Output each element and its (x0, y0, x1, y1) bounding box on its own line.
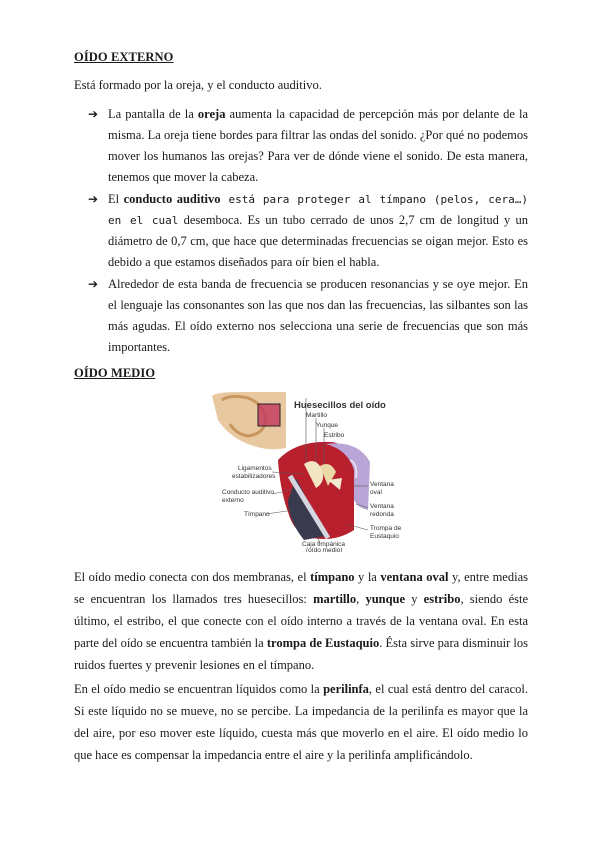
bullet-list (88, 104, 528, 359)
bold-term: perilinfa (323, 682, 369, 696)
bullet-item-oreja (88, 104, 528, 188)
label-ventana-redonda-1: Ventana (370, 503, 394, 510)
label-ventana-oval-1: Ventana (370, 481, 394, 488)
bullet-item-resonancias (88, 274, 528, 358)
paragraph-oido-medio-1 (74, 566, 528, 676)
text: y, entre medias se encuentran los llamados tres huesecillos: (74, 570, 528, 606)
arrow-right-icon: ➔ (88, 192, 99, 206)
bullet-text-mono: está para proteger al tímpano (pelos, cera…) en el cual (108, 193, 528, 227)
label-ventana-redonda-2: redonda (370, 511, 394, 518)
bold-term: trompa de Eustaquio (266, 636, 380, 650)
label-trompa-2: Eustaquio (370, 533, 399, 540)
intro-paragraph: Está formado por la oreja, y el conducto auditivo. (74, 78, 322, 92)
ear-ossicles-illustration (208, 390, 404, 552)
bold-term: estribo (423, 592, 461, 606)
label-estribo: Estribo (324, 432, 345, 439)
label-ligamentos-2: estabilizadores (232, 473, 276, 480)
bullet-text: aumenta la capacidad de percepción más por delante de la misma. La oreja tiene bordes para filtrar las ondas del sonido. ¿Por qué no podemos mover los humanos las orejas? Para ver de dónde viene el sonido. De esta manera, tenemos que mover la cabeza. (108, 107, 528, 184)
text: , siendo éste último, el estribo, el que conecte con el oído interno a través de la ventana oval. En esta parte del oído se encuentra también la (74, 592, 529, 650)
text: , (356, 592, 366, 606)
bullet-item-conducto (88, 189, 528, 273)
label-ligamentos-1: Ligamentos (238, 465, 272, 472)
bold-term: yunque (365, 592, 406, 606)
paragraph-oido-medio-2 (74, 678, 528, 766)
section-title-oido-medio: OÍDO MEDIO (74, 366, 156, 380)
bold-term: tímpano (310, 570, 355, 584)
bullet-text: La pantalla de la (108, 107, 198, 121)
text: El oído medio conecta con dos membranas, el (74, 570, 311, 584)
ear-diagram-svg (208, 390, 404, 552)
label-caja-1: Caja timpánica (302, 541, 345, 548)
label-martillo: Martillo (306, 412, 327, 419)
figure-title: Huesecillos del oído (294, 400, 386, 411)
label-conducto-1: Conducto auditivo (222, 489, 275, 496)
label-conducto-2: externo (222, 497, 244, 504)
label-ventana-oval-2: oval (370, 489, 382, 496)
label-caja-2: (oído medio) (306, 547, 343, 552)
bold-term: conducto auditivo (123, 192, 221, 206)
arrow-right-icon: ➔ (88, 277, 99, 291)
label-trompa-1: Trompa de (370, 525, 402, 532)
bold-term: oreja (197, 107, 226, 121)
bullet-text: El (108, 192, 124, 206)
label-timpano: Tímpano (244, 511, 270, 518)
bold-term: ventana oval (380, 570, 449, 584)
label-yunque: Yunque (316, 422, 339, 429)
bullet-text: desemboca. Es un tubo cerrado de unos 2,7 cm de longitud y un diámetro de 0,7 cm, que hace que determinadas frecuencias se oigan mejor. Esto es debido a que estamos diseñados para oír bien el habla. (108, 213, 529, 269)
section-title-oido-externo: OÍDO EXTERNO (74, 50, 174, 64)
bullet-text: Alrededor de esta banda de frecuencia se producen resonancias y se oye mejor. En el lenguaje las consonantes son las que nos dan las frecuencias, las silbantes son las más agudas. El oído externo nos selecciona una serie de frecuencias que son más importantes. (108, 277, 528, 354)
arrow-right-icon: ➔ (88, 107, 99, 121)
text: . Ésta sirve para disminuir los ruidos fuertes y prevenir lesiones en el tímpano. (74, 636, 529, 672)
text: y la (354, 570, 381, 584)
text: En el oído medio se encuentran líquidos como la (74, 682, 324, 696)
bold-term: martillo (313, 592, 357, 606)
inset-highlight (258, 404, 280, 426)
text: , el cual está dentro del caracol. Si este líquido no se mueve, no se percibe. La impedancia de la perilinfa es mayor que la del aire, por eso mover este líquido, cuesta más que moverlo en el aire. El oído medio lo que hace es compensar la impedancia entre el aire y la perilinfa amplificándolo. (74, 682, 528, 762)
text: y (405, 592, 424, 606)
